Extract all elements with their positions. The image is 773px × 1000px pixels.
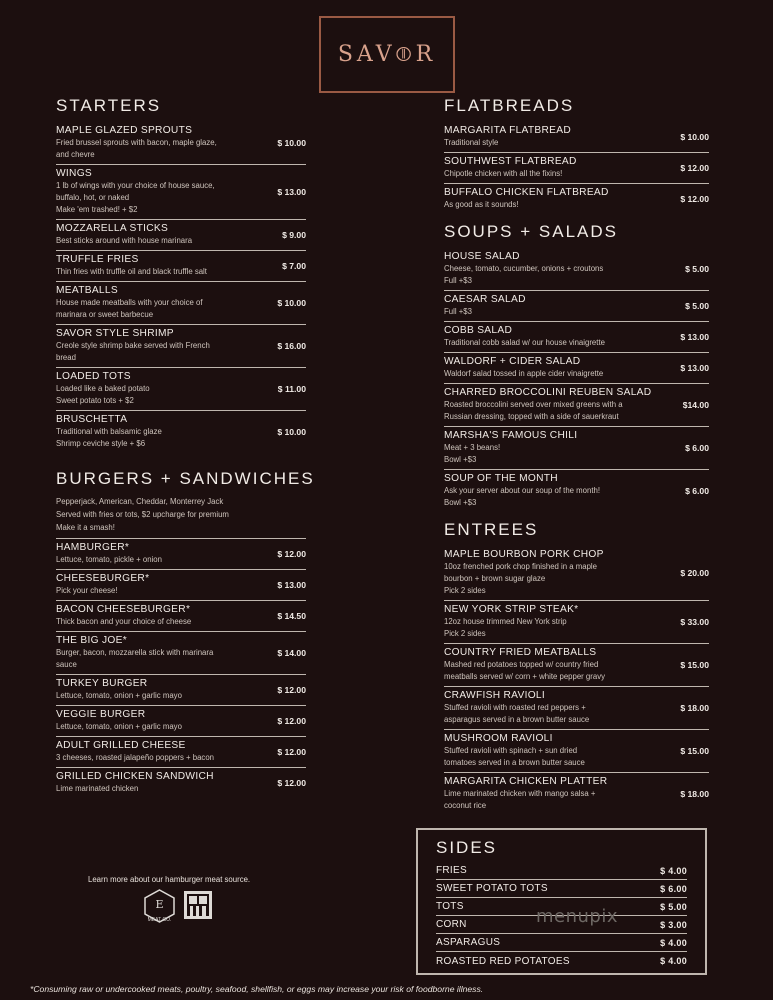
menu-item bbox=[56, 675, 306, 706]
menu-item bbox=[444, 384, 709, 427]
item-description: Sweet potato tots + $2 bbox=[56, 396, 134, 405]
logo-text bbox=[338, 42, 436, 67]
item-description: Pick 2 sides bbox=[444, 629, 486, 638]
menu-item bbox=[56, 768, 306, 798]
item-price: $ 12.00 bbox=[680, 194, 709, 204]
item-price: $ 10.00 bbox=[680, 132, 709, 142]
item-description: Lettuce, tomato, onion + garlic mayo bbox=[56, 722, 182, 731]
side-name: ROASTED RED POTATOES bbox=[436, 955, 570, 967]
flatbreads-list bbox=[444, 122, 709, 214]
item-description: Traditional style bbox=[444, 138, 499, 147]
item-description: bourbon + brown sugar glaze bbox=[444, 574, 546, 583]
menu-item bbox=[444, 322, 709, 353]
item-name: MAPLE GLAZED SPROUTS bbox=[56, 125, 193, 136]
side-item bbox=[436, 952, 687, 970]
menu-item bbox=[444, 546, 709, 601]
left-column bbox=[56, 96, 315, 798]
item-name: CHEESEBURGER* bbox=[56, 573, 150, 584]
item-price: $ 16.00 bbox=[277, 341, 306, 351]
menu-item bbox=[444, 687, 709, 730]
menu-item bbox=[56, 737, 306, 768]
item-price: $ 11.00 bbox=[277, 384, 306, 394]
item-name: TRUFFLE FRIES bbox=[56, 254, 139, 265]
entrees-list bbox=[444, 546, 709, 815]
meatco-label: MEAT CO. bbox=[147, 917, 172, 923]
item-description: 1 lb of wings with your choice of house sauce, bbox=[56, 181, 215, 190]
menu-item bbox=[444, 153, 709, 184]
menu-item bbox=[56, 539, 306, 570]
burgers-intro-line: Served with fries or tots, $2 upcharge for premium bbox=[56, 510, 229, 519]
item-name: MUSHROOM RAVIOLI bbox=[444, 733, 553, 744]
item-description: bread bbox=[56, 353, 76, 362]
item-description: Bowl +$3 bbox=[444, 498, 477, 507]
sides-box bbox=[416, 828, 707, 975]
item-price: $ 33.00 bbox=[680, 617, 709, 627]
right-column bbox=[444, 96, 709, 815]
entrees-title: ENTREES bbox=[444, 520, 539, 539]
item-description: Thin fries with truffle oil and black truffle salt bbox=[56, 267, 207, 276]
menu-item bbox=[56, 632, 306, 675]
item-description: Full +$3 bbox=[444, 307, 472, 316]
item-price: $ 6.00 bbox=[685, 486, 709, 496]
item-name: COBB SALAD bbox=[444, 325, 513, 336]
item-price: $ 12.00 bbox=[277, 685, 306, 695]
menu-item bbox=[56, 570, 306, 601]
item-price: $ 12.00 bbox=[277, 747, 306, 757]
item-name: SOUP OF THE MONTH bbox=[444, 473, 558, 484]
item-description: Fried brussel sprouts with bacon, maple glaze, bbox=[56, 138, 217, 147]
watermark: menupix bbox=[536, 906, 619, 927]
item-name: NEW YORK STRIP STEAK* bbox=[444, 604, 579, 615]
item-description: As good as it sounds! bbox=[444, 200, 519, 209]
item-description: Lime marinated chicken with mango salsa + bbox=[444, 789, 596, 798]
item-description: Traditional with balsamic glaze bbox=[56, 427, 162, 436]
item-description: Creole style shrimp bake served with French bbox=[56, 341, 210, 350]
meatco-logo bbox=[142, 888, 177, 924]
item-description: Thick bacon and your choice of cheese bbox=[56, 617, 192, 626]
menu-item bbox=[444, 184, 709, 214]
side-name: FRIES bbox=[436, 865, 467, 876]
item-price: $ 15.00 bbox=[680, 660, 709, 670]
menu-item bbox=[444, 773, 709, 815]
item-description: Mashed red potatoes topped w/ country fried bbox=[444, 660, 599, 669]
item-name: COUNTRY FRIED MEATBALLS bbox=[444, 647, 597, 658]
item-description: meatballs served w/ corn + white pepper gravy bbox=[444, 672, 605, 681]
item-description: Waldorf salad tossed in apple cider vinaigrette bbox=[444, 369, 604, 378]
menu-item bbox=[444, 122, 709, 153]
item-description: buffalo, hot, or naked bbox=[56, 193, 130, 202]
item-name: CHARRED BROCCOLINI REUBEN SALAD bbox=[444, 387, 652, 398]
item-price: $ 9.00 bbox=[282, 230, 306, 240]
item-description: Ask your server about our soup of the month! bbox=[444, 486, 601, 495]
logo bbox=[319, 16, 455, 93]
item-price: $ 5.00 bbox=[685, 264, 709, 274]
item-name: MARSHA'S FAMOUS CHILI bbox=[444, 430, 578, 441]
item-description: coconut rice bbox=[444, 801, 487, 810]
side-price: $ 4.00 bbox=[660, 865, 687, 876]
burgers-intro bbox=[56, 495, 306, 539]
item-description: sauce bbox=[56, 660, 77, 669]
side-name: TOTS bbox=[436, 901, 464, 912]
item-name: BACON CHEESEBURGER* bbox=[56, 604, 191, 615]
item-description: Lettuce, tomato, pickle + onion bbox=[56, 555, 162, 564]
menu-item bbox=[56, 282, 306, 325]
side-price: $ 3.00 bbox=[660, 919, 687, 930]
burgers-intro-line: Pepperjack, American, Cheddar, Monterrey Jack bbox=[56, 497, 224, 506]
item-description: Lettuce, tomato, onion + garlic mayo bbox=[56, 691, 182, 700]
item-description: Burger, bacon, mozzarella stick with marinara bbox=[56, 648, 214, 657]
item-description: 3 cheeses, roasted jalapeño poppers + bacon bbox=[56, 753, 215, 762]
item-description: Loaded like a baked potato bbox=[56, 384, 150, 393]
menu-item bbox=[56, 122, 306, 165]
item-name: MOZZARELLA STICKS bbox=[56, 223, 169, 234]
item-price: $ 13.00 bbox=[277, 580, 306, 590]
item-name: WALDORF + CIDER SALAD bbox=[444, 356, 581, 367]
item-description: Stuffed ravioli with roasted red peppers + bbox=[444, 703, 586, 712]
item-description: 10oz frenched pork chop finished in a maple bbox=[444, 562, 598, 571]
soups-title: SOUPS + SALADS bbox=[444, 222, 618, 241]
item-name: MARGARITA CHICKEN PLATTER bbox=[444, 776, 608, 787]
item-description: Roasted broccolini served over mixed greens with a bbox=[444, 400, 623, 409]
menu-item bbox=[444, 644, 709, 687]
item-name: LOADED TOTS bbox=[56, 371, 131, 382]
svg-text:E: E bbox=[155, 898, 164, 911]
menu-item bbox=[56, 220, 306, 251]
item-price: $ 10.00 bbox=[277, 138, 306, 148]
item-name: HOUSE SALAD bbox=[444, 251, 520, 262]
side-name: ASPARAGUS bbox=[436, 937, 501, 948]
item-name: VEGGIE BURGER bbox=[56, 709, 146, 720]
menu-item bbox=[56, 368, 306, 411]
item-price: $14.00 bbox=[682, 400, 709, 410]
item-name: THE BIG JOE* bbox=[56, 635, 127, 646]
menu-item bbox=[444, 730, 709, 773]
item-price: $ 7.00 bbox=[282, 261, 306, 271]
item-name: MAPLE BOURBON PORK CHOP bbox=[444, 549, 604, 560]
menu-item bbox=[56, 325, 306, 368]
side-item bbox=[436, 934, 687, 952]
menu-item bbox=[444, 601, 709, 644]
starters-list bbox=[56, 122, 306, 453]
item-name: GRILLED CHICKEN SANDWICH bbox=[56, 771, 214, 782]
menu-item bbox=[56, 251, 306, 282]
item-price: $ 14.50 bbox=[277, 611, 306, 621]
menu-item bbox=[444, 291, 709, 322]
item-price: $ 5.00 bbox=[685, 301, 709, 311]
fork-ring-icon: ⦷ bbox=[395, 42, 416, 66]
foodborne-disclaimer: *Consuming raw or undercooked meats, poultry, seafood, shellfish, or eggs may increase your risk of foodborne illness. bbox=[30, 984, 484, 994]
menu-item bbox=[56, 411, 306, 453]
menu-item bbox=[56, 706, 306, 737]
sides-title: SIDES bbox=[436, 838, 498, 857]
side-price: $ 6.00 bbox=[660, 883, 687, 894]
item-name: ADULT GRILLED CHEESE bbox=[56, 740, 186, 751]
item-description: Pick 2 sides bbox=[444, 586, 486, 595]
starters-title: STARTERS bbox=[56, 96, 162, 115]
side-price: $ 4.00 bbox=[660, 937, 687, 948]
menu-item bbox=[444, 427, 709, 470]
qr-code[interactable] bbox=[184, 891, 212, 919]
item-description: 12oz house trimmed New York strip bbox=[444, 617, 567, 626]
item-name: WINGS bbox=[56, 168, 93, 179]
item-description: Chipotle chicken with all the fixins! bbox=[444, 169, 563, 178]
item-price: $ 12.00 bbox=[680, 163, 709, 173]
item-price: $ 14.00 bbox=[277, 648, 306, 658]
item-name: SAVOR STYLE SHRIMP bbox=[56, 328, 174, 339]
item-description: House made meatballs with your choice of bbox=[56, 298, 203, 307]
side-name: CORN bbox=[436, 919, 467, 930]
item-description: Meat + 3 beans! bbox=[444, 443, 501, 452]
item-name: HAMBURGER* bbox=[56, 542, 130, 553]
burgers-list bbox=[56, 539, 306, 798]
item-description: marinara or sweet barbecue bbox=[56, 310, 154, 319]
item-description: Lime marinated chicken bbox=[56, 784, 139, 793]
item-price: $ 18.00 bbox=[680, 789, 709, 799]
flatbreads-title: FLATBREADS bbox=[444, 96, 575, 115]
item-price: $ 13.00 bbox=[680, 332, 709, 342]
item-description: Russian dressing, topped with a side of sauerkraut bbox=[444, 412, 619, 421]
item-price: $ 10.00 bbox=[277, 427, 306, 437]
burgers-intro-line: Make it a smash! bbox=[56, 523, 115, 532]
item-price: $ 12.00 bbox=[277, 778, 306, 788]
item-description: Make 'em trashed! + $2 bbox=[56, 205, 138, 214]
item-name: CAESAR SALAD bbox=[444, 294, 526, 305]
item-name: CRAWFISH RAVIOLI bbox=[444, 690, 546, 701]
item-name: MARGARITA FLATBREAD bbox=[444, 125, 572, 136]
item-name: BUFFALO CHICKEN FLATBREAD bbox=[444, 187, 609, 198]
item-price: $ 18.00 bbox=[680, 703, 709, 713]
item-description: tomatoes served in a brown butter sauce bbox=[444, 758, 585, 767]
item-description: Full +$3 bbox=[444, 276, 472, 285]
burgers-title: BURGERS + SANDWICHES bbox=[56, 469, 315, 488]
item-price: $ 6.00 bbox=[685, 443, 709, 453]
side-item bbox=[436, 880, 687, 898]
item-description: and chevre bbox=[56, 150, 95, 159]
side-item bbox=[436, 862, 687, 880]
soups-list bbox=[444, 248, 709, 512]
logo-text-left: SAV bbox=[337, 42, 396, 67]
item-description: Stuffed ravioli with spinach + sun dried bbox=[444, 746, 578, 755]
item-price: $ 15.00 bbox=[680, 746, 709, 756]
item-description: Traditional cobb salad w/ our house vinaigrette bbox=[444, 338, 605, 347]
item-price: $ 20.00 bbox=[680, 568, 709, 578]
item-price: $ 12.00 bbox=[277, 716, 306, 726]
side-name: SWEET POTATO TOTS bbox=[436, 883, 548, 894]
menu-item bbox=[56, 165, 306, 220]
menu-item bbox=[444, 353, 709, 384]
item-description: Best sticks around with house marinara bbox=[56, 236, 193, 245]
item-name: BRUSCHETTA bbox=[56, 414, 128, 425]
logo-text-right: R bbox=[415, 42, 437, 67]
item-price: $ 13.00 bbox=[680, 363, 709, 373]
menu-item bbox=[444, 470, 709, 512]
item-price: $ 10.00 bbox=[277, 298, 306, 308]
side-price: $ 5.00 bbox=[660, 901, 687, 912]
item-price: $ 12.00 bbox=[277, 549, 306, 559]
item-price: $ 13.00 bbox=[277, 187, 306, 197]
item-description: Bowl +$3 bbox=[444, 455, 477, 464]
side-price: $ 4.00 bbox=[660, 956, 687, 966]
meat-source-note: Learn more about our hamburger meat source. bbox=[88, 875, 251, 884]
item-name: MEATBALLS bbox=[56, 285, 118, 296]
item-description: asparagus served in a brown butter sauce bbox=[444, 715, 590, 724]
item-description: Shrimp ceviche style + $6 bbox=[56, 439, 146, 448]
item-name: TURKEY BURGER bbox=[56, 678, 148, 689]
item-name: SOUTHWEST FLATBREAD bbox=[444, 156, 577, 167]
menu-item bbox=[56, 601, 306, 632]
menu-item bbox=[444, 248, 709, 291]
item-description: Cheese, tomato, cucumber, onions + croutons bbox=[444, 264, 604, 273]
item-description: Pick your cheese! bbox=[56, 586, 118, 595]
